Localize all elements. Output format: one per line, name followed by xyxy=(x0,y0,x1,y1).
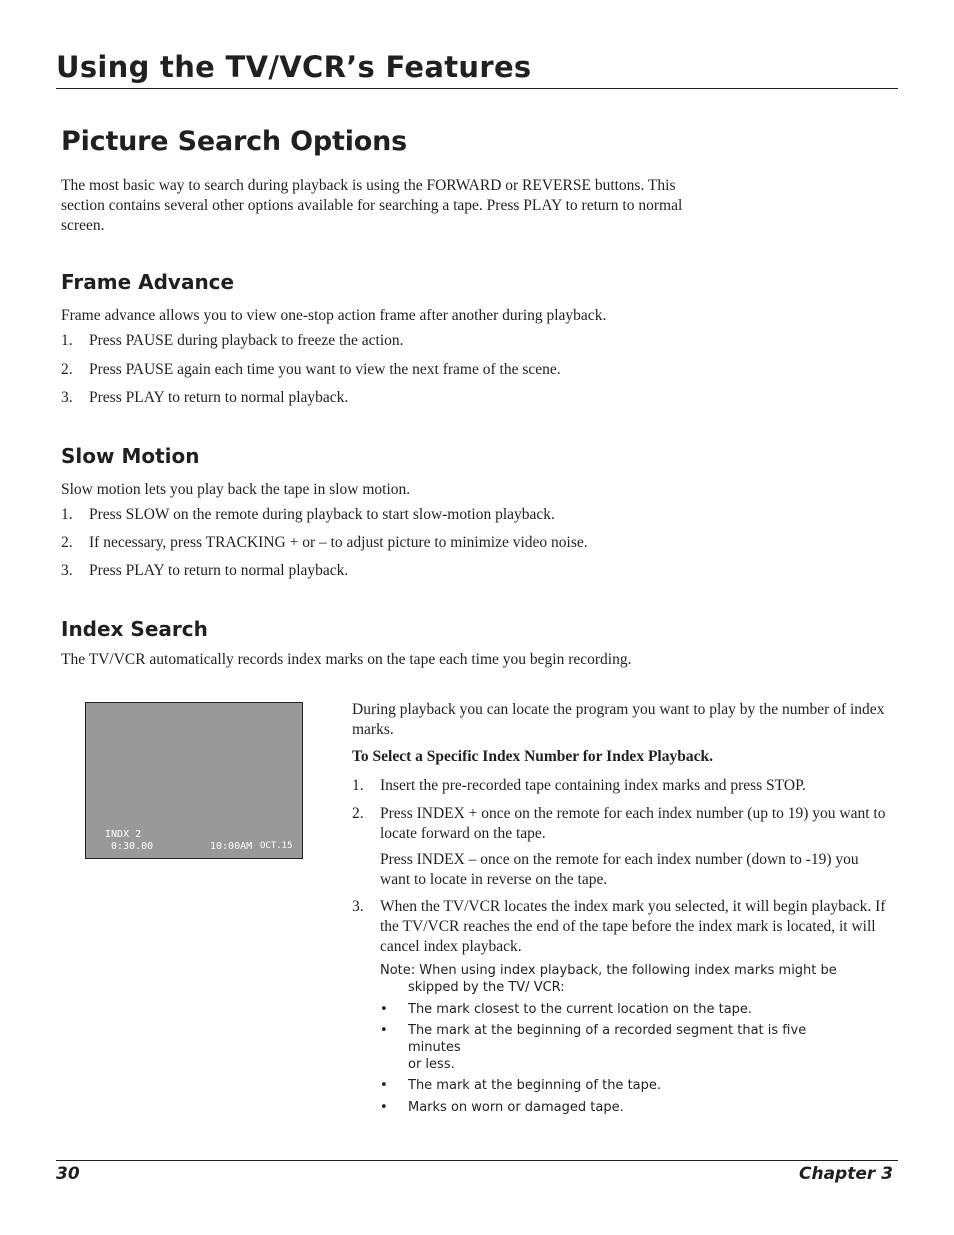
frame-advance-description: Frame advance allows you to view one-stop action frame after another during playback. xyxy=(61,307,607,324)
bullet-text: Marks on worn or damaged tape. xyxy=(408,1100,624,1115)
step-text: If necessary, press TRACKING + or – to adjust picture to minimize video noise. xyxy=(89,534,588,551)
step-number: 2. xyxy=(352,805,364,822)
step-number: 1. xyxy=(61,506,73,523)
step-number: 3. xyxy=(352,898,364,915)
bullet-dot: • xyxy=(380,1002,388,1017)
index-step-continued xyxy=(352,850,887,890)
section-title: Using the TV/VCR’s Features xyxy=(56,50,532,84)
slow-motion-description: Slow motion lets you play back the tape in slow motion. xyxy=(61,481,411,498)
note-bullet xyxy=(380,1001,880,1018)
index-search-description: The TV/VCR automatically records index marks on the tape each time you begin recording. xyxy=(61,651,632,668)
osd-date: OCT.15 xyxy=(260,841,293,851)
note-line: Note: When using index playback, the following index marks might be xyxy=(380,963,837,978)
step-number: 2. xyxy=(61,361,73,378)
step-text: Press INDEX + once on the remote for each index number (up to 19) you want to locate forward on the tape. xyxy=(380,805,886,842)
bullet-text: The mark at the beginning of a recorded segment that is five xyxy=(408,1023,807,1038)
playback-intro: During playback you can locate the program you want to play by the number of index marks. xyxy=(352,701,885,738)
step-text: When the TV/VCR locates the index mark you selected, it will begin playback. If the TV/VCR reaches the end of the tape before the index mark is located, it will cancel index playback. xyxy=(380,898,886,955)
index-step xyxy=(352,897,887,957)
step-text: Insert the pre-recorded tape containing index marks and press STOP. xyxy=(380,777,806,794)
note-line: skipped by the TV/ VCR: xyxy=(408,980,565,995)
step-number: 1. xyxy=(61,332,73,349)
bullet-dot: • xyxy=(380,1023,388,1038)
frame-advance-heading: Frame Advance xyxy=(61,270,235,294)
step-text: Press SLOW on the remote during playback to start slow-motion playback. xyxy=(89,506,555,523)
index-step xyxy=(352,804,887,844)
slow-motion-step xyxy=(61,561,821,581)
step-text: Press INDEX – once on the remote for each index number (down to -19) you want to locate in reverse on the tape. xyxy=(380,851,859,888)
slow-motion-heading: Slow Motion xyxy=(61,444,200,468)
step-number: 1. xyxy=(352,777,364,794)
frame-advance-step xyxy=(61,360,821,380)
step-text: Press PLAY to return to normal playback. xyxy=(89,389,349,406)
page-title: Picture Search Options xyxy=(61,126,408,157)
note-bullet xyxy=(380,1022,880,1039)
chapter-label: Chapter 3 xyxy=(798,1164,893,1184)
bullet-text: The mark closest to the current location on the tape. xyxy=(408,1002,753,1017)
note-bullet xyxy=(380,1077,880,1094)
slow-motion-step xyxy=(61,505,821,525)
intro-paragraph: The most basic way to search during playback is using the FORWARD or REVERSE buttons. This section contains several other options available for searching a tape. Press PLAY to return to normal screen. xyxy=(61,177,683,234)
frame-advance-step xyxy=(61,331,821,351)
bullet-dot: • xyxy=(380,1078,388,1093)
bullet-text: The mark at the beginning of the tape. xyxy=(408,1078,662,1093)
step-text: Press PAUSE during playback to freeze the action. xyxy=(89,332,404,349)
page-number: 30 xyxy=(56,1164,80,1184)
note-bullet xyxy=(380,1099,880,1116)
osd-index-label: INDX 2 xyxy=(105,829,142,840)
slow-motion-step xyxy=(61,533,821,553)
osd-clock: 10:00AM xyxy=(210,841,253,852)
step-number: 3. xyxy=(61,389,73,406)
frame-advance-step xyxy=(61,388,821,408)
index-step xyxy=(352,776,887,796)
header-divider xyxy=(56,88,898,89)
step-number: 2. xyxy=(61,534,73,551)
tv-screen-illustration xyxy=(85,702,303,859)
bullet-dot: • xyxy=(380,1100,388,1115)
index-search-heading: Index Search xyxy=(61,617,208,641)
step-text: Press PAUSE again each time you want to view the next frame of the scene. xyxy=(89,361,561,378)
bullet-continuation: minutes xyxy=(408,1040,461,1055)
step-text: Press PLAY to return to normal playback. xyxy=(89,562,349,579)
osd-counter: 0:30.00 xyxy=(111,841,154,852)
step-number: 3. xyxy=(61,562,73,579)
bullet-continuation: or less. xyxy=(408,1057,455,1072)
footer-divider xyxy=(56,1160,898,1161)
procedure-heading: To Select a Specific Index Number for Index Playback. xyxy=(352,748,713,765)
